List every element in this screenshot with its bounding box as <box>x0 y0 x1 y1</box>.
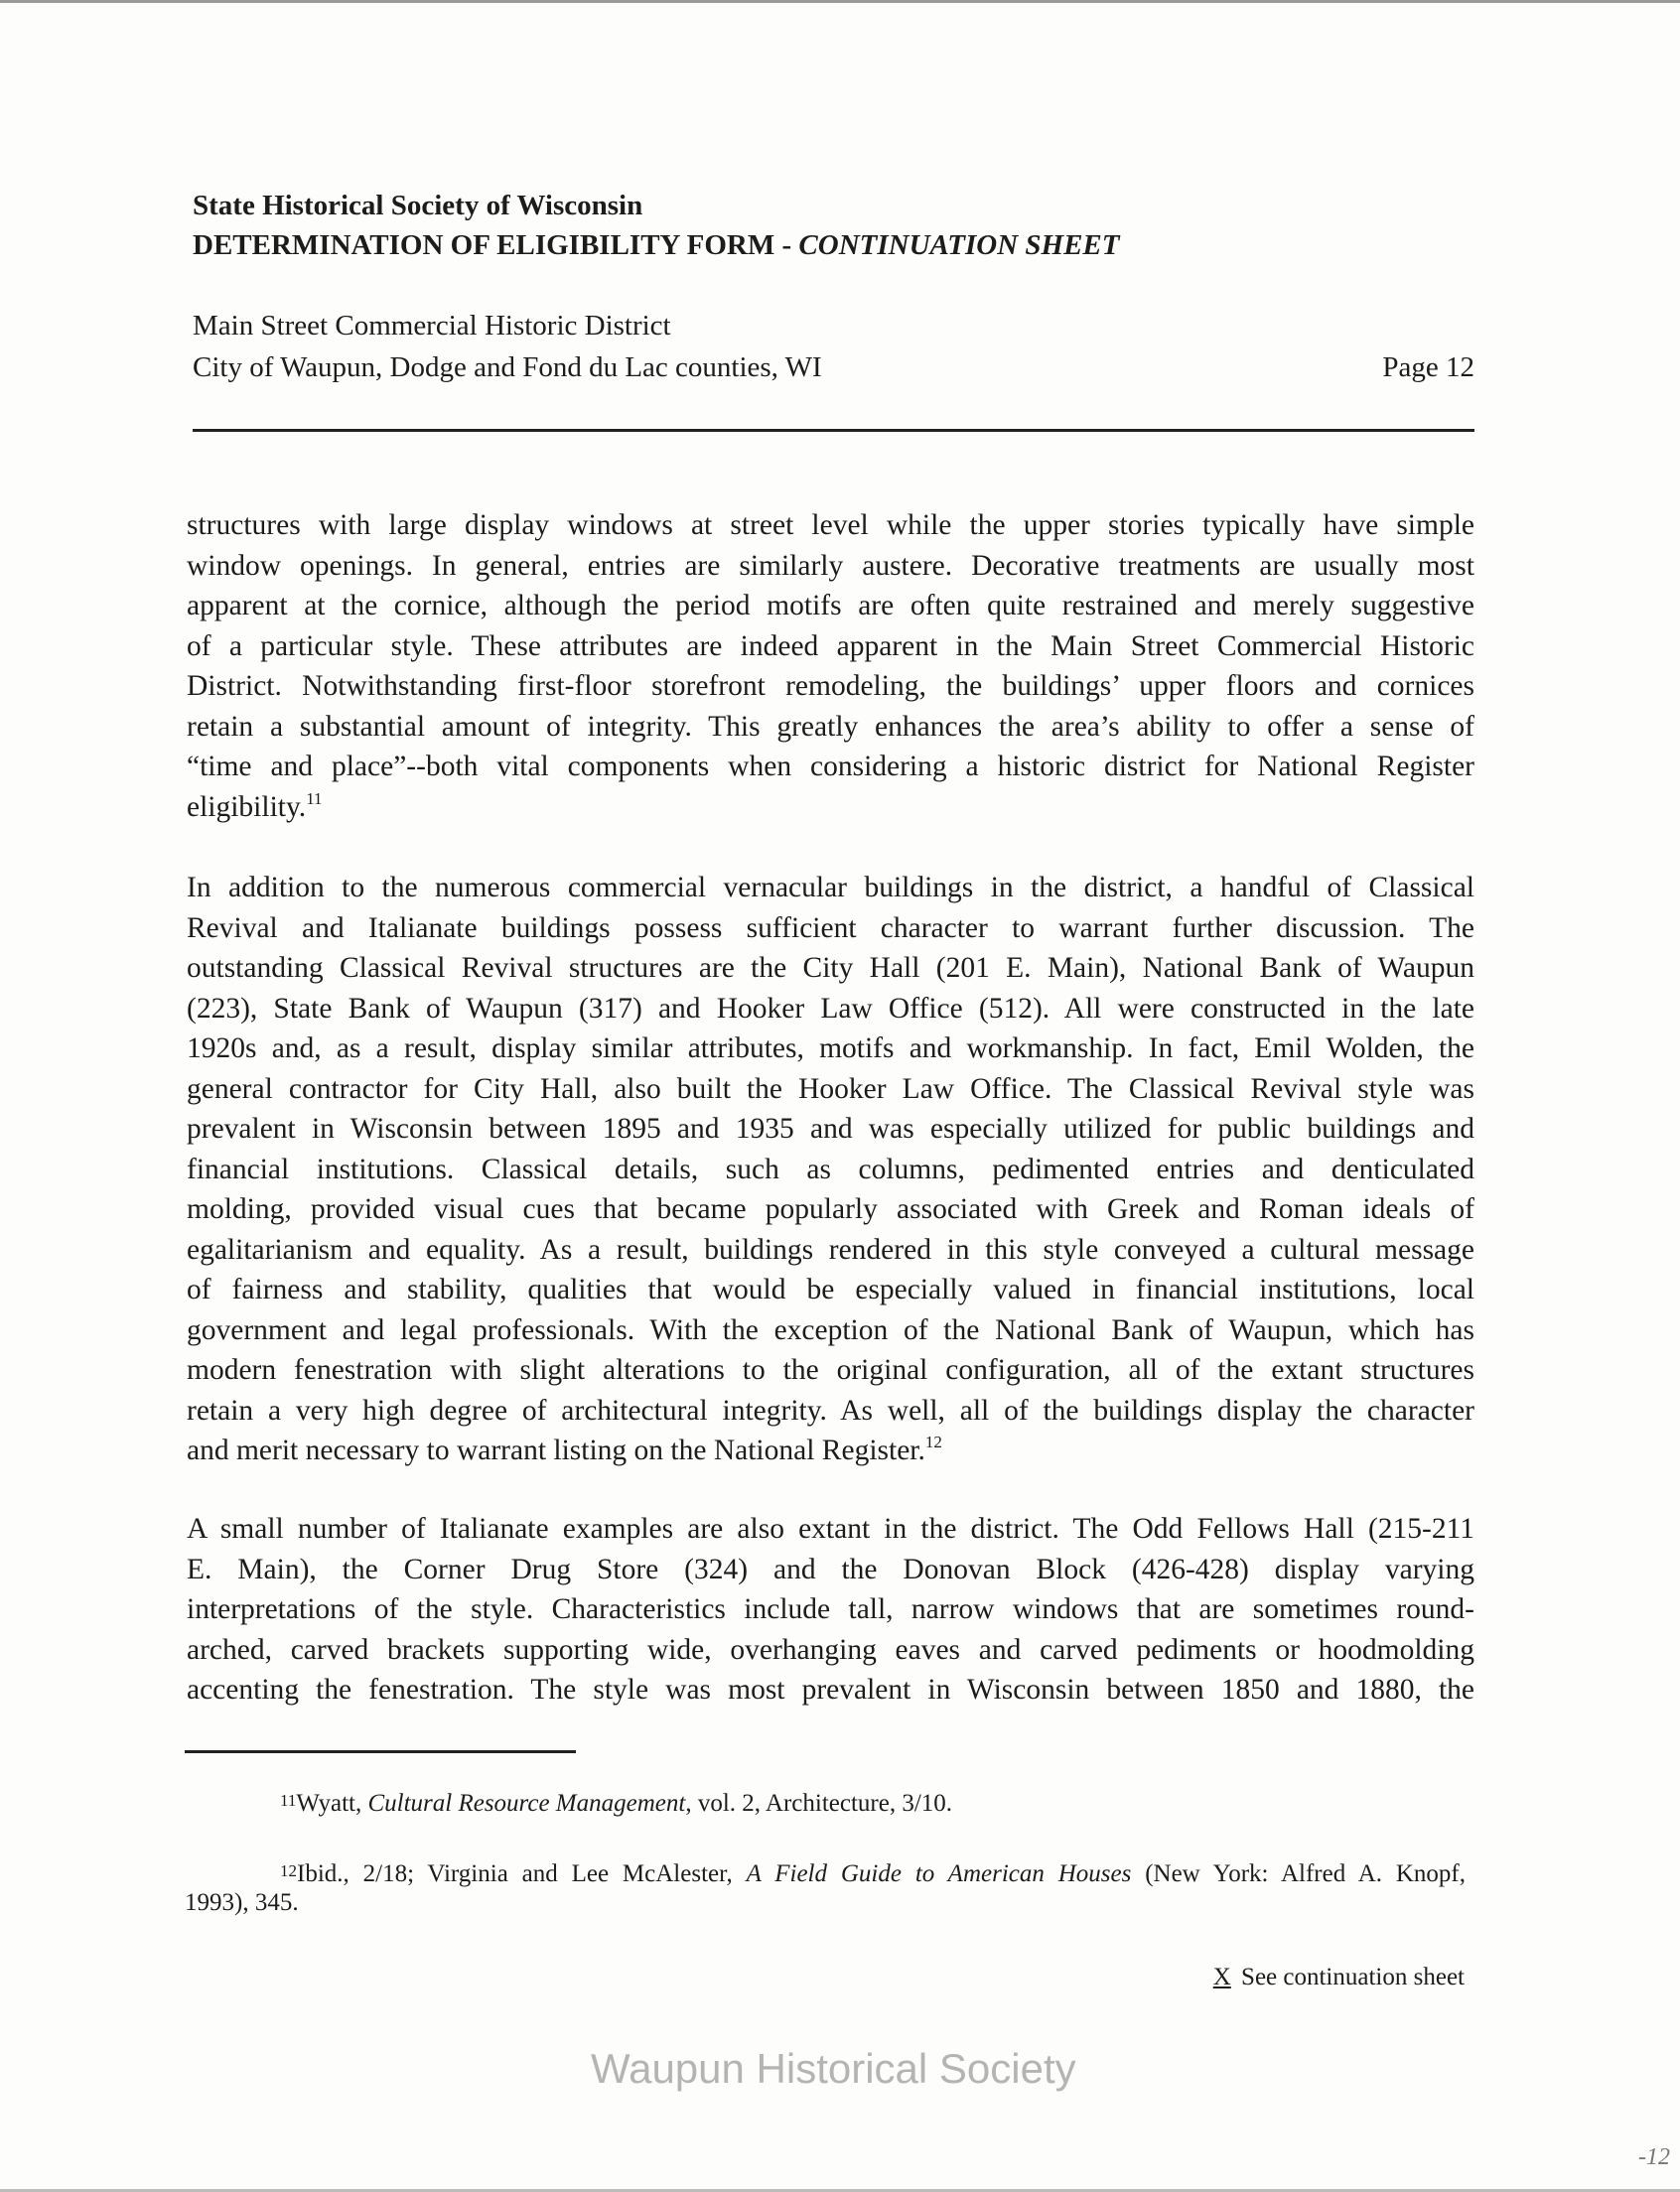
line-text: and merit necessary to warrant listing on the National Register. <box>187 1435 925 1466</box>
footnote-title: A Field Guide to American Houses <box>746 1860 1132 1887</box>
line-text: of fairness and stability, qualities that would be especially valued in financial institutions, local <box>187 1274 1474 1305</box>
footnote-reference: 11 <box>306 788 323 808</box>
line-text: window openings. In general, entries are similarly austere. Decorative treatments are usually most <box>187 549 1474 582</box>
line-text: structures with large display windows at street level while the upper stories typically have simple <box>187 509 1474 541</box>
line-text: A small number of Italianate examples are also extant in the district. The Odd Fellows Hall (215-211 <box>187 1513 1474 1545</box>
footnote-text: , vol. 2, Architecture, 3/10. <box>685 1790 953 1817</box>
line-text: Revival and Italianate buildings possess sufficient character to warrant further discussion. The <box>187 911 1474 944</box>
line-text: interpretations of the style. Characteristics include tall, narrow windows that are sometimes round- <box>187 1593 1474 1625</box>
footnote-text: Wyatt, <box>296 1790 368 1817</box>
text-line <box>187 1310 1474 1351</box>
text-line <box>187 1391 1474 1432</box>
line-text: retain a very high degree of architectural integrity. As well, all of the buildings display the character <box>187 1394 1474 1427</box>
text-line <box>187 908 1474 949</box>
scan-edge-top <box>0 0 1680 3</box>
line-text: molding, provided visual cues that became popularly associated with Greek and Roman ideals of <box>187 1193 1474 1225</box>
line-text: District. Notwithstanding first-floor storefront remodeling, the buildings’ upper floors and cornices <box>187 670 1474 702</box>
text-line <box>187 1069 1474 1110</box>
text-line <box>187 989 1474 1029</box>
paragraph-1 <box>187 505 1474 827</box>
form-title-main: DETERMINATION OF ELIGIBILITY FORM - <box>193 229 799 261</box>
paragraph-3 <box>187 1509 1474 1711</box>
line-text: E. Main), the Corner Drug Store (324) and the Donovan Block (426-428) display varying <box>187 1553 1474 1585</box>
text-line <box>187 626 1474 667</box>
continuation-mark: X <box>1212 1964 1231 1990</box>
text-line <box>187 1431 1474 1471</box>
text-line <box>187 1630 1474 1671</box>
footnote-text: 1993), 345. <box>185 1889 299 1916</box>
district-name: Main Street Commercial Historic District <box>193 310 671 342</box>
text-line <box>187 1109 1474 1150</box>
form-title-sub: CONTINUATION SHEET <box>798 229 1120 261</box>
line-text: prevalent in Wisconsin between 1895 and 1935 and was especially utilized for public buildings and <box>187 1113 1474 1145</box>
line-text: modern fenestration with slight alterations to the original configuration, all of the extant structures <box>187 1354 1474 1386</box>
form-title <box>193 228 1119 262</box>
line-text: financial institutions. Classical details, such as columns, pedimented entries and denticulated <box>187 1153 1474 1185</box>
text-line <box>187 787 1474 828</box>
text-line <box>187 948 1474 989</box>
line-text: arched, carved brackets supporting wide, overhanging eaves and carved pediments or hoodmolding <box>187 1633 1474 1666</box>
location: City of Waupun, Dodge and Fond du Lac counties, WI <box>193 351 822 383</box>
text-line <box>187 1150 1474 1190</box>
text-line <box>187 707 1474 748</box>
line-text: In addition to the numerous commercial vernacular buildings in the district, a handful of Classical <box>187 872 1474 903</box>
text-line <box>187 1270 1474 1310</box>
text-line <box>187 666 1474 707</box>
footnote-title: Cultural Resource Management <box>367 1790 686 1817</box>
line-text: apparent at the cornice, although the period motifs are often quite restrained and merely suggestive <box>187 590 1474 621</box>
line-text: retain a substantial amount of integrity. This greatly enhances the area’s ability to offer a sense of <box>187 710 1474 743</box>
page-number: Page 12 <box>1382 351 1474 383</box>
line-text: 1920s and, as a result, display similar attributes, motifs and workmanship. In fact, Emil Wolden, the <box>187 1032 1474 1064</box>
footnote-12 <box>185 1859 1466 1917</box>
watermark: Waupun Historical Society <box>591 2045 1076 2092</box>
line-text: of a particular style. These attributes are indeed apparent in the Main Street Commercial Historic <box>187 629 1474 662</box>
footnote-divider <box>185 1750 576 1753</box>
line-text: (223), State Bank of Waupun (317) and Hooker Law Office (512). All were constructed in the late <box>187 992 1474 1025</box>
paragraph-2 <box>187 868 1474 1471</box>
footnote-text: Ibid., 2/18; Virginia and Lee McAlester, <box>297 1860 747 1887</box>
text-line <box>187 1189 1474 1230</box>
continuation-note <box>1209 1963 1465 1992</box>
line-text: general contractor for City Hall, also built the Hooker Law Office. The Classical Revival style was <box>187 1072 1474 1105</box>
continuation-label: See continuation sheet <box>1241 1964 1465 1990</box>
text-line <box>187 1350 1474 1391</box>
footnote-text: (New York: Alfred A. Knopf, <box>1131 1860 1466 1887</box>
text-line <box>187 1670 1474 1711</box>
org-name: State Historical Society of Wisconsin <box>193 190 643 221</box>
text-line <box>187 868 1474 908</box>
text-line <box>187 1509 1474 1550</box>
footnote-number: 11 <box>280 1791 297 1810</box>
line-text: egalitarianism and equality. As a result, buildings rendered in this style conveyed a cultural message <box>187 1233 1474 1266</box>
line-text: “time and place”--both vital components when considering a historic district for National Register <box>187 751 1474 782</box>
handwritten-page-mark: -12 <box>1638 2144 1670 2170</box>
footnote-reference: 12 <box>924 1433 942 1451</box>
text-line <box>187 546 1474 587</box>
text-line <box>187 1230 1474 1271</box>
footnote-number: 12 <box>280 1861 297 1880</box>
text-line <box>187 505 1474 546</box>
footnote-11 <box>185 1789 1466 1818</box>
text-line <box>187 1550 1474 1590</box>
header-divider <box>193 429 1474 432</box>
line-text: outstanding Classical Revival structures are the City Hall (201 E. Main), National Bank of Waupun <box>187 952 1474 984</box>
line-text: accenting the fenestration. The style was most prevalent in Wisconsin between 1850 and 1880, the <box>187 1674 1474 1706</box>
text-line <box>187 586 1474 626</box>
line-text: government and legal professionals. With the exception of the National Bank of Waupun, which has <box>187 1313 1474 1346</box>
line-text: eligibility. <box>187 790 307 823</box>
text-line <box>187 1589 1474 1630</box>
text-line <box>187 747 1474 787</box>
text-line <box>187 1028 1474 1069</box>
